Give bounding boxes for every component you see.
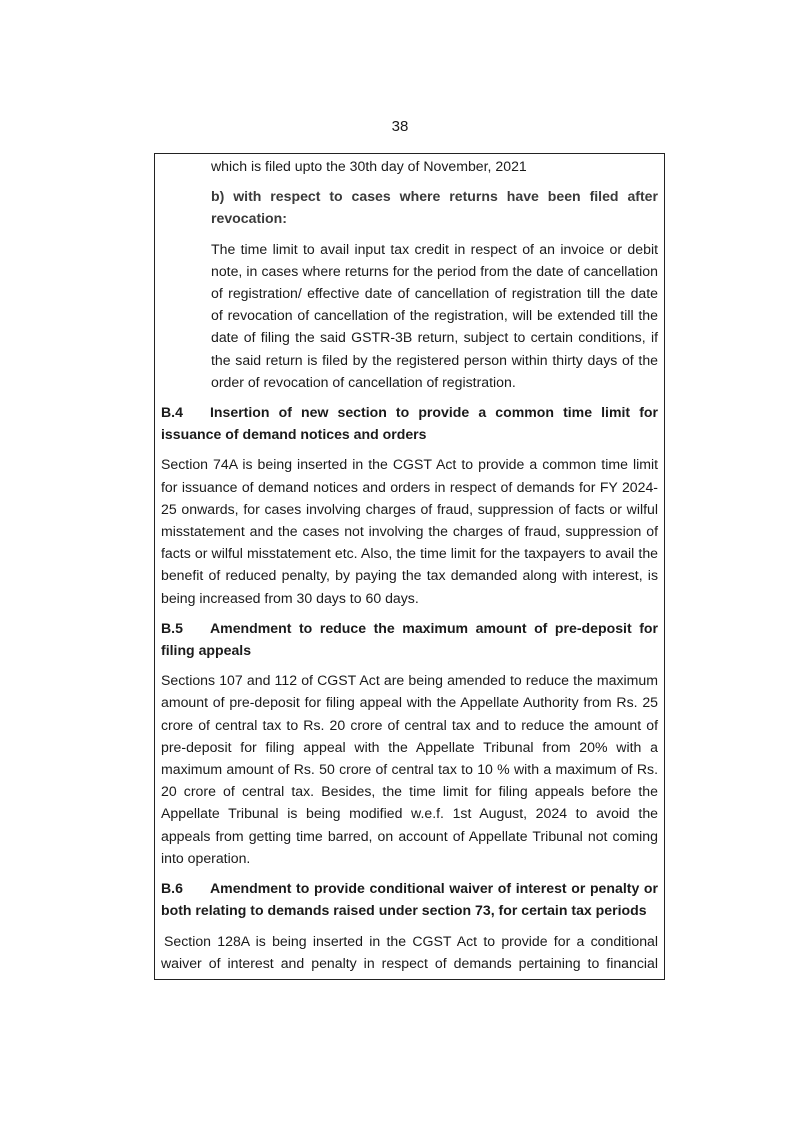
section-title: Amendment to reduce the maximum amount of pre-deposit for filing appeals [161, 619, 658, 659]
section-body-b5: Sections 107 and 112 of CGST Act are being amended to reduce the maximum amount of pre-deposit for filing appeal with the Appellate Authority from Rs. 25 crore of central tax to Rs. 20 crore of central tax and to reduce the amount of pre-deposit for filing appeal with the Appellate Tribunal from 20% with a maximum amount of Rs. 50 crore of central tax to 10 % with a maximum of Rs. 20 crore of central tax. Besides, the time limit for filing appeals before the Appellate Tribunal is being modified w.e.f. 1st August, 2024 to avoid the appeals from getting time barred, on account of Appellate Tribunal not coming into operation. [161, 672, 658, 866]
section-heading-b5 [161, 617, 658, 661]
page-number: 38 [391, 118, 409, 135]
section-body-b6: Section 128A is being inserted in the CGST Act to provide for a conditional waiver of interest and penalty in respect of demands pertaining to financial [161, 932, 658, 971]
subsection-b-heading: b) with respect to cases where returns have been filed after revocation: [211, 188, 658, 227]
continuation-text: which is filed upto the 30th day of November, 2021 [211, 158, 527, 174]
section-heading-b4 [161, 401, 658, 445]
section-number: B.5 [161, 619, 183, 636]
section-title: Amendment to provide conditional waiver of interest or penalty or both relating to demands raised under section 73, for certain tax periods [161, 880, 658, 919]
section-heading-b6 [161, 877, 658, 921]
section-body-b4: Section 74A is being inserted in the CGST Act to provide a common time limit for issuance of demand notices and orders in respect of demands for FY 2024-25 onwards, for cases involving charges of fraud, suppression of facts or wilful misstatement and the cases not involving the charges of fraud, suppression of facts or wilful misstatement etc. Also, the time limit for the taxpayers to avail the benefit of reduced penalty, by paying the tax demanded along with interest, is being increased from 30 days to 60 days. [161, 456, 658, 606]
content-box [154, 153, 665, 980]
content-body [161, 155, 658, 974]
section-title: Insertion of new section to provide a common time limit for issuance of demand notices and orders [161, 404, 658, 443]
section-number: B.6 [161, 880, 183, 897]
section-number: B.4 [161, 404, 183, 421]
subsection-b-body: The time limit to avail input tax credit in respect of an invoice or debit note, in cases where returns for the period from the date of cancellation of registration/ effective date of cancellation of registration till the date of revocation of cancellation of the registration, will be extended till the date of filing the said GSTR-3B return, subject to certain conditions, if the said return is filed by the registered person within thirty days of the order of revocation of cancellation of registration. [211, 240, 658, 390]
